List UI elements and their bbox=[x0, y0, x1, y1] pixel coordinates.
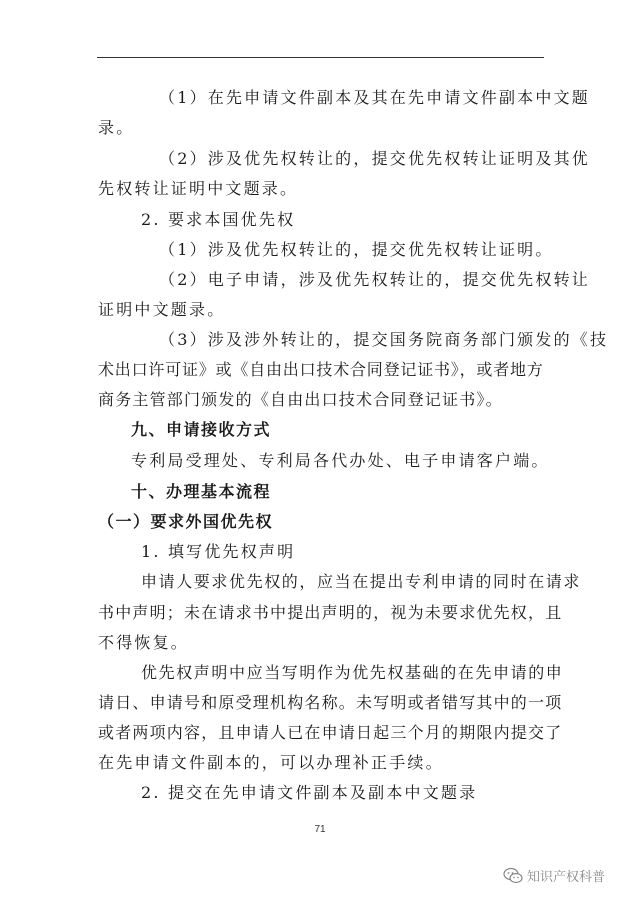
text-line: （2）涉及优先权转让的，提交优先权转让证明及其优 bbox=[159, 149, 590, 168]
text-line: 在先申请文件副本的，可以办理补正手续。 bbox=[98, 753, 444, 772]
header-rule bbox=[97, 57, 544, 58]
text-line: （1）在先申请文件副本及其在先申请文件副本中文题 bbox=[159, 88, 590, 107]
section-heading: 十、办理基本流程 bbox=[131, 482, 272, 501]
text-line: 先权转让证明中文题录。 bbox=[98, 179, 299, 198]
section-heading: 九、申请接收方式 bbox=[131, 420, 272, 439]
text-line: 或者两项内容，且申请人已在申请日起三个月的期限内提交了 bbox=[98, 723, 563, 742]
chat-bubble-icon bbox=[503, 867, 523, 885]
page-number: 71 bbox=[314, 824, 326, 835]
text-line: 申请人要求优先权的，应当在提出专利申请的同时在请求 bbox=[141, 572, 582, 591]
text-line: 2. 提交在先申请文件副本及副本中文题录 bbox=[141, 783, 478, 802]
text-line: （2）电子申请，涉及优先权转让的，提交优先权转让 bbox=[159, 270, 590, 289]
watermark bbox=[503, 866, 605, 885]
text-line: 术出口许可证》或《自由出口技术合同登记证书》，或者地方 bbox=[98, 360, 544, 379]
text-line: 请日、申请号和原受理机构名称。未写明或者错写其中的一项 bbox=[98, 693, 563, 712]
text-line: 不得恢复。 bbox=[98, 633, 190, 652]
subsection-heading: （一）要求外国优先权 bbox=[98, 512, 274, 531]
text-line: 证明中文题录。 bbox=[98, 300, 226, 319]
text-line: 专利局受理处、专利局各代办处、电子申请客户端。 bbox=[131, 451, 550, 470]
text-line: （3）涉及涉外转让的，提交国务院商务部门颁发的《技 bbox=[159, 330, 609, 349]
text-line: 1. 填写优先权声明 bbox=[141, 542, 296, 561]
text-line: 商务主管部门颁发的《自由出口技术合同登记证书》。 bbox=[98, 390, 503, 409]
text-line: 录。 bbox=[98, 118, 135, 137]
text-line: 2. 要求本国优先权 bbox=[141, 210, 296, 229]
text-line: （1）涉及优先权转让的，提交优先权转让证明。 bbox=[159, 240, 554, 259]
watermark-text: 知识产权科普 bbox=[527, 870, 606, 885]
text-line: 书中声明；未在请求书中提出声明的，视为未要求优先权，且 bbox=[98, 603, 563, 622]
text-line: 优先权声明中应当写明作为优先权基础的在先申请的申 bbox=[141, 663, 564, 682]
